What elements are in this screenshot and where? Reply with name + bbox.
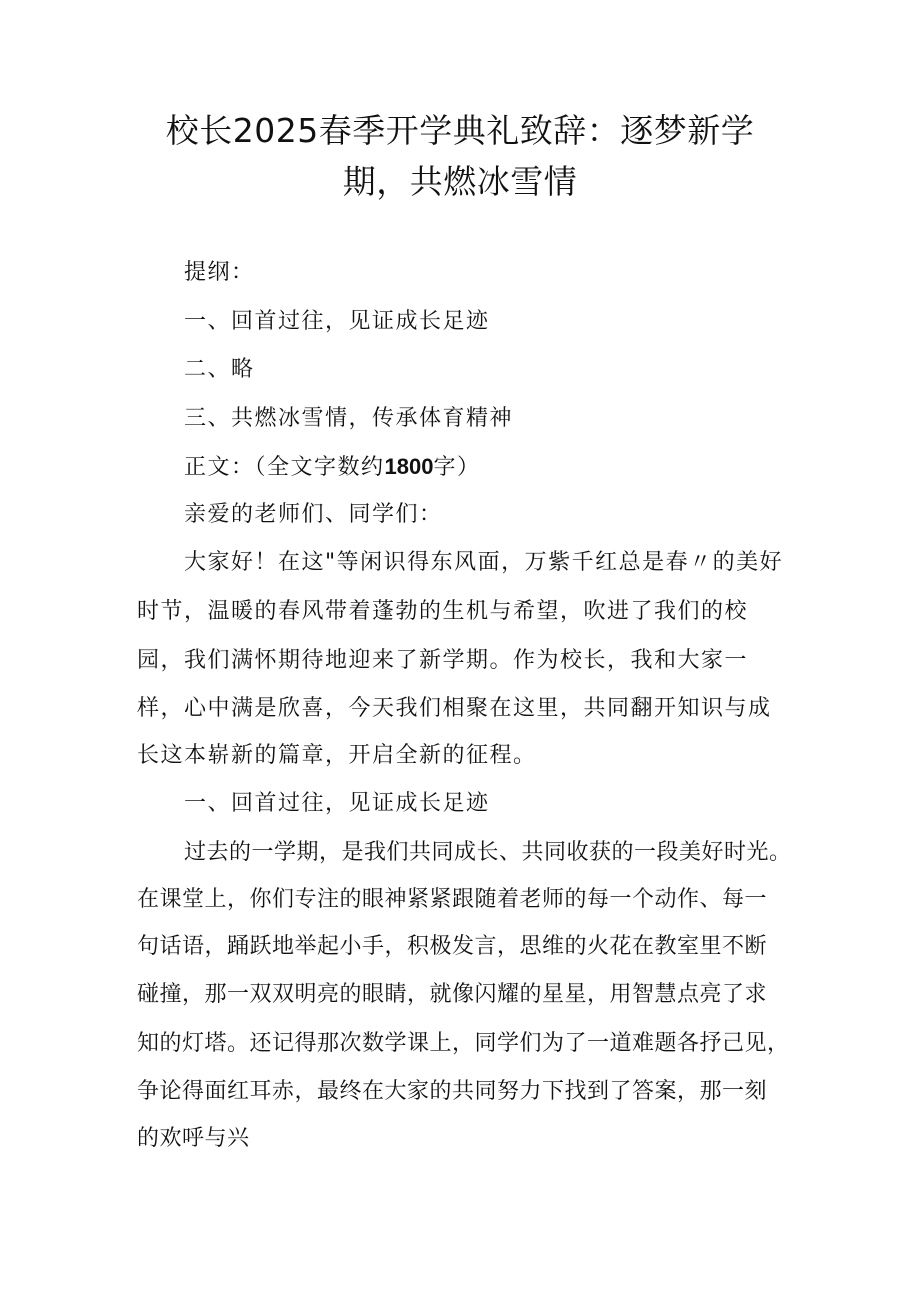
paragraph-line: 碰撞，那一双双明亮的眼睛，就像闪耀的星星，用智慧点亮了求	[137, 982, 768, 1007]
body-label	[184, 452, 480, 483]
body-label-suffix: 字）	[433, 455, 481, 480]
outline-label: 提纲：	[184, 260, 255, 285]
paragraph-line: 句话语，踊跃地举起小手，积极发言，思维的火花在教室里不断	[137, 934, 768, 959]
paragraph-line: 过去的一学期，是我们共同成长、共同收获的一段美好时光。	[184, 840, 792, 865]
paragraph-line: 知的灯塔。还记得那次数学课上，同学们为了一道难题各抒己见，	[137, 1031, 790, 1056]
paragraph-line: 争论得面红耳赤，最终在大家的共同努力下找到了答案，那一刻	[137, 1079, 768, 1104]
outline-item: 三、共燃冰雪情，传承体育精神	[184, 406, 514, 431]
paragraph-line: 大家好！在这"等闲识得东风面，万紫千红总是春〃的美好	[184, 550, 784, 575]
greeting: 亲爱的老师们、同学们：	[184, 502, 443, 527]
outline-item: 二、略	[184, 357, 255, 382]
paragraph-line: 园，我们满怀期待地迎来了新学期。作为校长，我和大家一	[137, 648, 749, 673]
document-title-line-2: 期，共燃冰雪情	[342, 162, 578, 201]
paragraph-line: 的欢呼与兴	[137, 1126, 250, 1151]
body-label-prefix: 正文：（全文字数约	[184, 455, 385, 480]
paragraph-line: 时节，温暖的春风带着蓬勃的生机与希望，吹进了我们的校	[137, 599, 749, 624]
paragraph-line: 长这本崭新的篇章，开启全新的征程。	[137, 743, 537, 768]
word-count: 1800	[384, 454, 434, 479]
paragraph-line: 在课堂上，你们专注的眼神紧紧跟随着老师的每一个动作、每一	[137, 887, 768, 912]
section-heading: 一、回首过往，见证成长足迹	[184, 791, 490, 816]
paragraph-line: 样，心中满是欣喜，今天我们相聚在这里，共同翻开知识与成	[137, 696, 772, 721]
outline-item: 一、回首过往，见证成长足迹	[184, 309, 490, 334]
document-title-line-1: 校长2025春季开学典礼致辞：逐梦新学	[165, 111, 755, 150]
